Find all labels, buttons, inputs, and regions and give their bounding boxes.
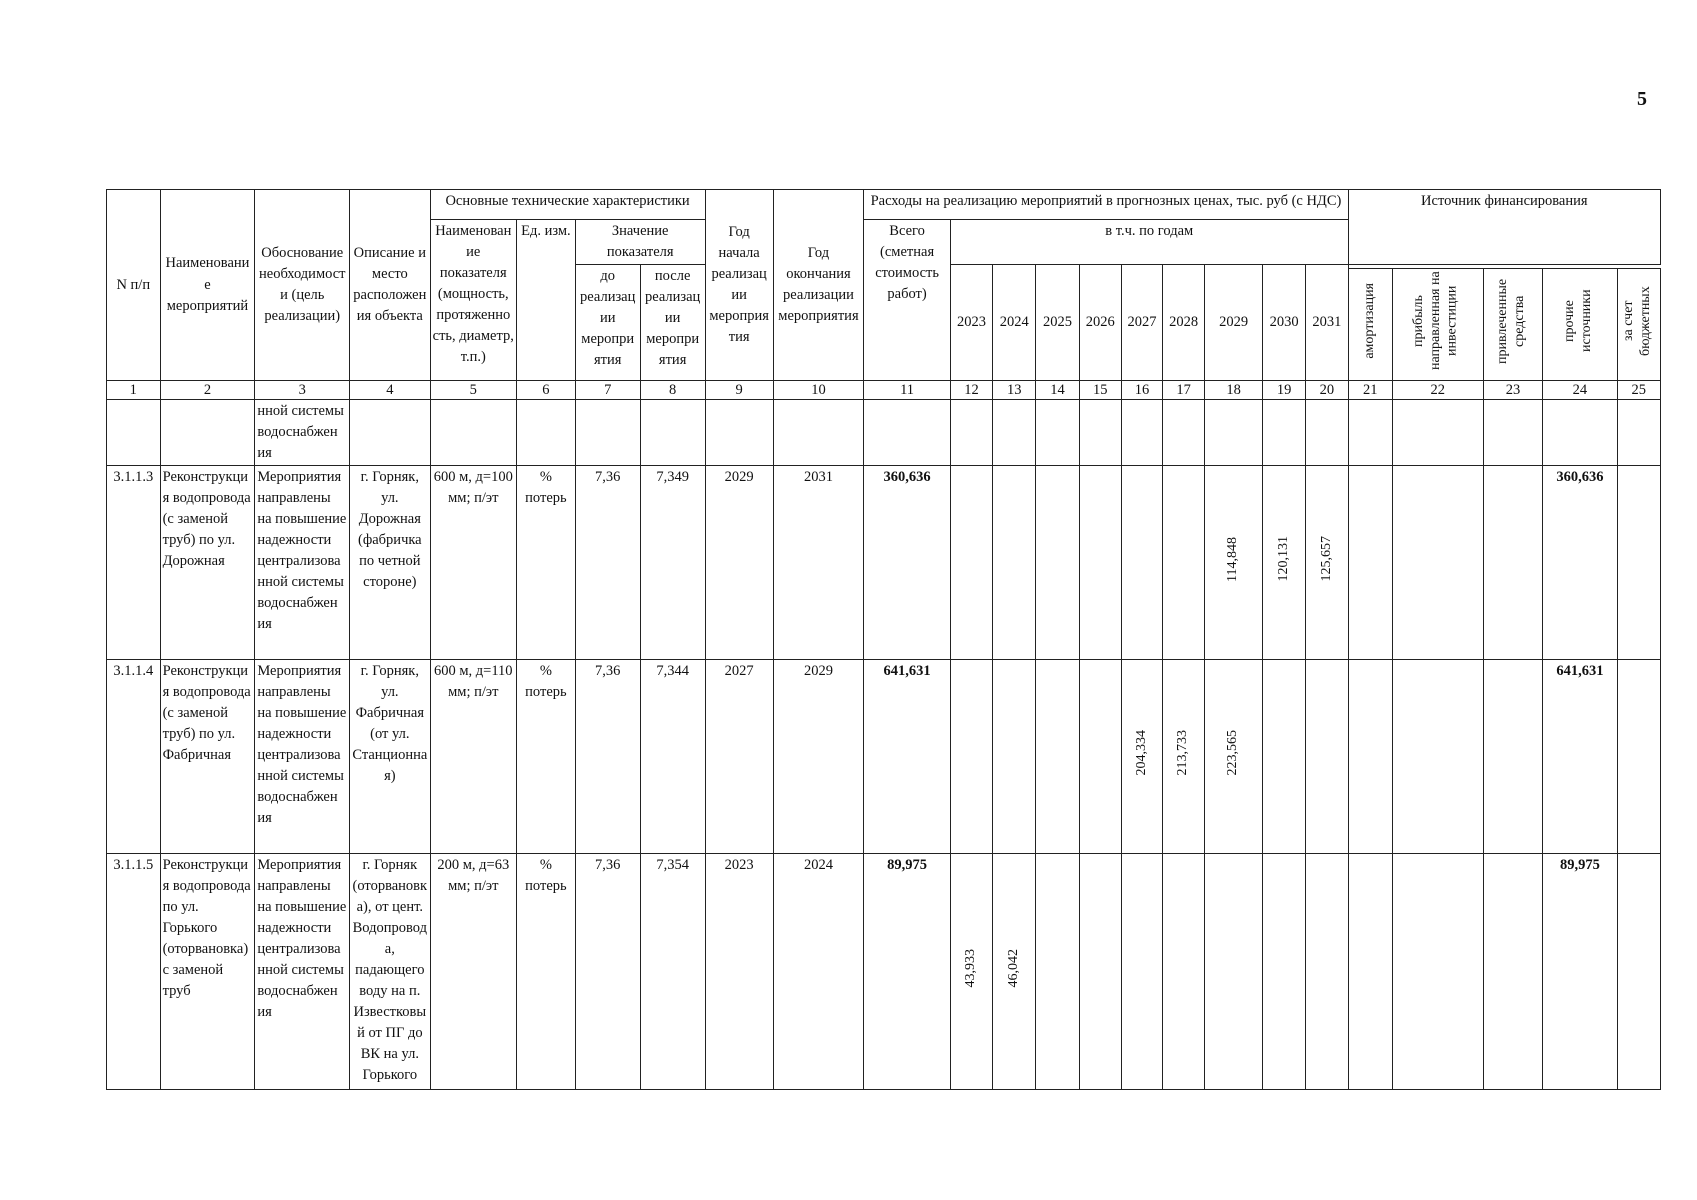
row-description: г. Горняк, ул. Дорожная (фабричка по четной стороне)	[350, 466, 430, 660]
row-start-year: 2023	[705, 854, 773, 1090]
row-reason: Мероприятия направлены на повышение надежности централизова нной системы водоснабжен ия	[255, 660, 350, 854]
row-description: г. Горняк (оторвановк а), от цент. Водопровод а, падающего воду на п. Известковы й от ПГ до ВК на ул. Горького	[350, 854, 430, 1090]
row-2028	[1163, 466, 1205, 660]
row-number: 3.1.1.4	[107, 660, 161, 854]
row-2031	[1306, 854, 1348, 1090]
row-2023	[950, 660, 992, 854]
row-2025	[1036, 660, 1079, 854]
header-source-other: прочие источники	[1543, 269, 1617, 381]
row-name: Реконструкци я водопровода по ул. Горького (отоpвановка) с заменой труб	[160, 854, 255, 1090]
row-2028	[1163, 854, 1205, 1090]
col-number: 2	[160, 381, 255, 400]
col-number: 12	[950, 381, 992, 400]
table-row	[107, 466, 1661, 660]
col-number: 14	[1036, 381, 1079, 400]
row-2024	[993, 466, 1036, 660]
col-number: 22	[1392, 381, 1483, 400]
row-end-year: 2031	[773, 466, 864, 660]
table-row	[107, 660, 1661, 854]
row-2026	[1079, 660, 1121, 854]
row-total: 89,975	[864, 854, 951, 1090]
row-2023: 43,933	[950, 854, 992, 1090]
header-source-group: Источник финансирования	[1348, 190, 1660, 265]
row-before: 7,36	[575, 660, 640, 854]
page-number: 5	[1637, 88, 1647, 110]
header-unit: Ед. изм.	[517, 220, 576, 381]
col-number: 25	[1617, 381, 1661, 400]
header-total: Всего (сметная стоимость работ)	[864, 220, 951, 381]
col-number: 1	[107, 381, 161, 400]
row-2029	[1205, 854, 1263, 1090]
col-number: 23	[1483, 381, 1543, 400]
col-number: 3	[255, 381, 350, 400]
row-2030	[1262, 854, 1305, 1090]
row-2025	[1036, 466, 1079, 660]
row-total: 360,636	[864, 466, 951, 660]
row-name: Реконструкци я водопровода (с заменой труб) по ул. Дорожная	[160, 466, 255, 660]
header-source-attracted: привлеченные средства	[1483, 269, 1543, 381]
col-number: 19	[1262, 381, 1305, 400]
row-other-sources: 89,975	[1543, 854, 1617, 1090]
header-indicator: Наименован ие показателя (мощность, протяженно сть, диаметр, т.п.)	[430, 220, 517, 381]
row-2031	[1306, 660, 1348, 854]
row-before: 7,36	[575, 466, 640, 660]
header-source-budget: за счет бюджетных	[1617, 269, 1661, 381]
row-after: 7,344	[640, 660, 705, 854]
row-2027	[1121, 854, 1162, 1090]
header-reason: Обоснование необходимост и (цель реализации)	[255, 190, 350, 381]
header-after: после реализац ии меропри ятия	[640, 265, 705, 381]
header-source-amortization: амортизация	[1348, 269, 1392, 381]
header-value-group: Значение показателя	[575, 220, 705, 265]
col-number: 5	[430, 381, 517, 400]
table-row	[107, 854, 1661, 1090]
row-2023	[950, 466, 992, 660]
continuation-reason: нной системы водоснабжен ия	[255, 400, 350, 466]
row-start-year: 2027	[705, 660, 773, 854]
row-2026	[1079, 854, 1121, 1090]
header-description: Описание и место расположен ия объекта	[350, 190, 430, 381]
col-number: 17	[1163, 381, 1205, 400]
row-2027	[1121, 466, 1162, 660]
header-name: Наименовани е мероприятий	[160, 190, 255, 381]
header-num: N п/п	[107, 190, 161, 381]
row-reason: Мероприятия направлены на повышение надежности централизова нной системы водоснабжен ия	[255, 466, 350, 660]
row-after: 7,349	[640, 466, 705, 660]
header-start-year: Год начала реализац ии мероприя тия	[705, 190, 773, 381]
col-number: 8	[640, 381, 705, 400]
row-2030: 120,131	[1262, 466, 1305, 660]
row-start-year: 2029	[705, 466, 773, 660]
row-end-year: 2029	[773, 660, 864, 854]
row-indicator: 200 м, д=63 мм; п/эт	[430, 854, 517, 1090]
row-indicator: 600 м, д=100 мм; п/эт	[430, 466, 517, 660]
row-description: г. Горняк, ул. Фабричная (от ул. Станционна я)	[350, 660, 430, 854]
header-year-2023: 2023	[950, 265, 992, 381]
header-before: до реализац ии меропри ятия	[575, 265, 640, 381]
col-number: 7	[575, 381, 640, 400]
header-year-2027: 2027	[1121, 265, 1162, 381]
column-number-row	[107, 381, 1661, 400]
col-number: 21	[1348, 381, 1392, 400]
header-source-profit: прибыль направленная на инвестиции	[1392, 269, 1483, 381]
row-2024	[993, 660, 1036, 854]
row-after: 7,354	[640, 854, 705, 1090]
col-number: 9	[705, 381, 773, 400]
row-unit: % потерь	[517, 466, 576, 660]
row-name: Реконструкци я водопровода (с заменой труб) по ул. Фабричная	[160, 660, 255, 854]
continuation-row	[107, 400, 1661, 466]
row-2025	[1036, 854, 1079, 1090]
col-number: 11	[864, 381, 951, 400]
col-number: 24	[1543, 381, 1617, 400]
col-number: 20	[1306, 381, 1348, 400]
col-number: 18	[1205, 381, 1263, 400]
header-end-year: Год окончания реализации мероприятия	[773, 190, 864, 381]
row-indicator: 600 м, д=110 мм; п/эт	[430, 660, 517, 854]
header-year-2024: 2024	[993, 265, 1036, 381]
header-costs-group: Расходы на реализацию мероприятий в прогнозных ценах, тыс. руб (с НДС)	[864, 190, 1348, 220]
col-number: 6	[517, 381, 576, 400]
row-end-year: 2024	[773, 854, 864, 1090]
header-year-2025: 2025	[1036, 265, 1079, 381]
row-other-sources: 360,636	[1543, 466, 1617, 660]
row-reason: Мероприятия направлены на повышение надежности централизова нной системы водоснабжен ия	[255, 854, 350, 1090]
row-number: 3.1.1.5	[107, 854, 161, 1090]
row-2028: 213,733	[1163, 660, 1205, 854]
row-number: 3.1.1.3	[107, 466, 161, 660]
row-other-sources: 641,631	[1543, 660, 1617, 854]
col-number: 10	[773, 381, 864, 400]
row-2029: 223,565	[1205, 660, 1263, 854]
row-2030	[1262, 660, 1305, 854]
header-years-group: в т.ч. по годам	[950, 220, 1348, 265]
investment-table	[106, 189, 1661, 1090]
row-2029: 114,848	[1205, 466, 1263, 660]
header-year-2028: 2028	[1163, 265, 1205, 381]
header-tech-group: Основные технические характеристики	[430, 190, 705, 220]
header-year-2030: 2030	[1262, 265, 1305, 381]
col-number: 13	[993, 381, 1036, 400]
col-number: 16	[1121, 381, 1162, 400]
row-2026	[1079, 466, 1121, 660]
row-2024: 46,042	[993, 854, 1036, 1090]
row-unit: % потерь	[517, 854, 576, 1090]
row-before: 7,36	[575, 854, 640, 1090]
col-number: 15	[1079, 381, 1121, 400]
header-year-2026: 2026	[1079, 265, 1121, 381]
row-2031: 125,657	[1306, 466, 1348, 660]
row-total: 641,631	[864, 660, 951, 854]
row-2027: 204,334	[1121, 660, 1162, 854]
row-unit: % потерь	[517, 660, 576, 854]
col-number: 4	[350, 381, 430, 400]
header-year-2029: 2029	[1205, 265, 1263, 381]
header-year-2031: 2031	[1306, 265, 1348, 381]
